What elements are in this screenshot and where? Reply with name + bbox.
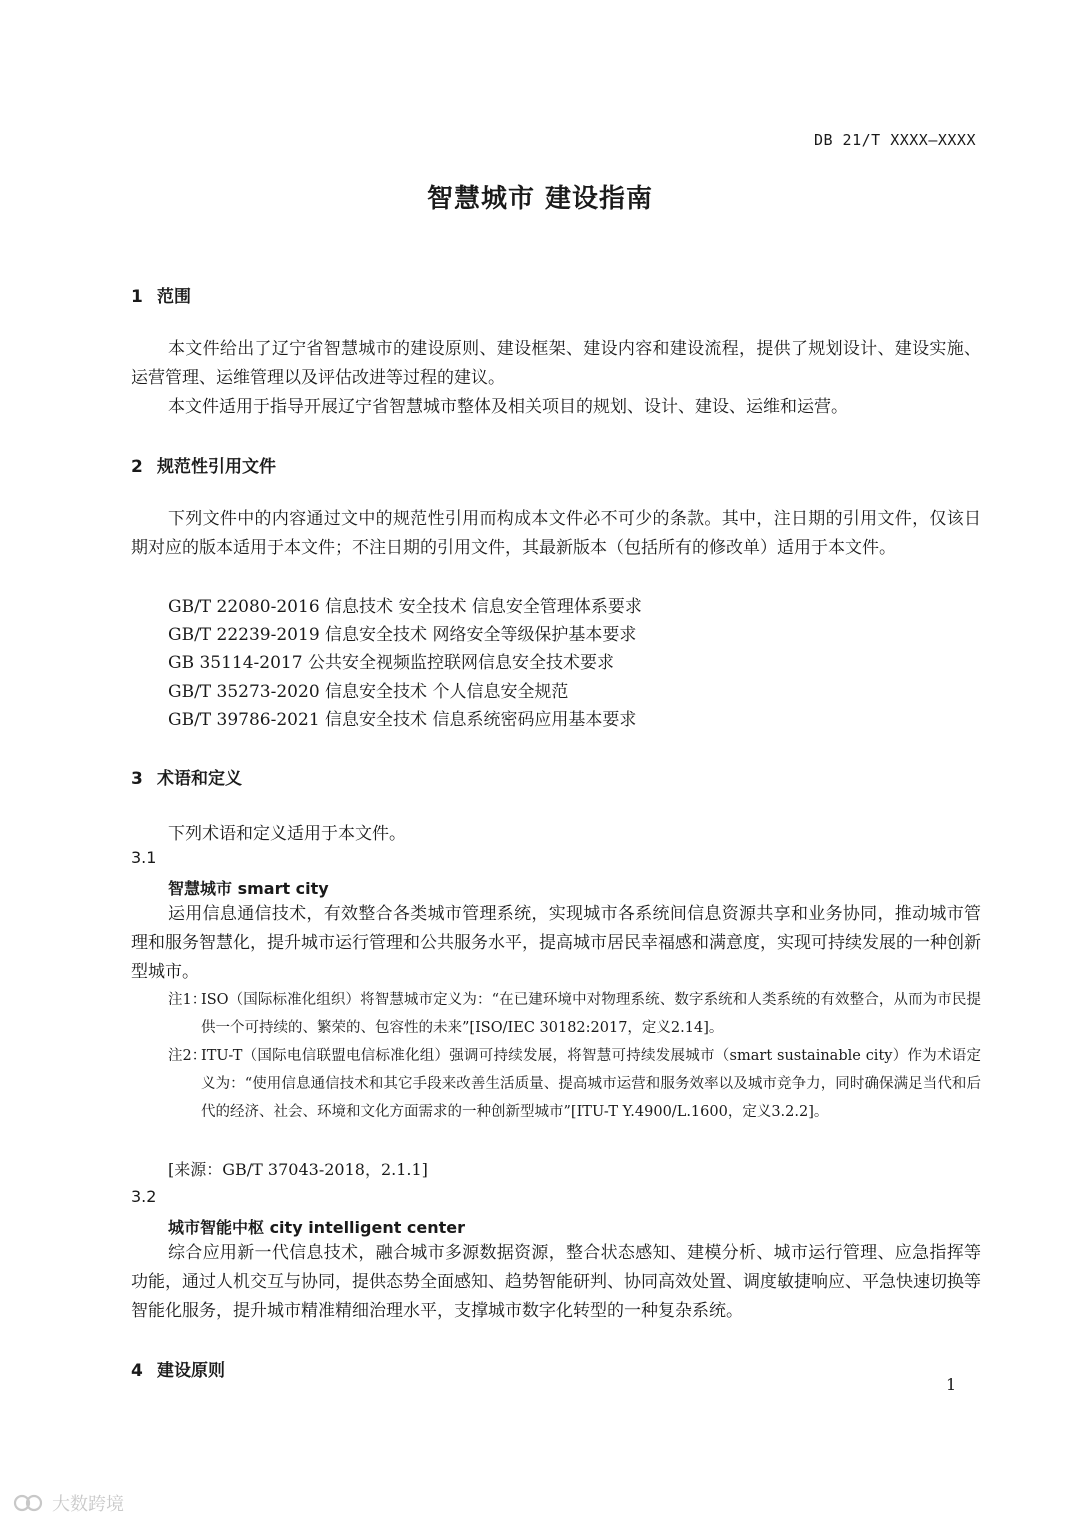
watermark-logo-icon <box>12 1492 46 1514</box>
note-1 <box>168 986 981 1042</box>
note-label: 注1： <box>168 992 207 1008</box>
reference-item: GB 35114-2017 公共安全视频监控联网信息安全技术要求 <box>168 653 614 673</box>
section-number: 1 <box>131 287 143 307</box>
references-intro: 下列文件中的内容通过文中的规范性引用而构成本文件必不可少的条款。其中，注日期的引用文件，仅该日期对应的版本适用于本文件；不注日期的引用文件，其最新版本（包括所有的修改单）适用于本文件。 <box>131 509 981 558</box>
reference-item: GB/T 35273-2020 信息安全技术 个人信息安全规范 <box>168 682 569 702</box>
section-title: 规范性引用文件 <box>157 457 276 477</box>
note-label: 注2： <box>168 1048 207 1064</box>
note-text: ISO（国际标准化组织）将智慧城市定义为：“在已建环境中对物理系统、数字系统和人类系统的有效整合，从而为市民提供一个可持续的、繁荣的、包容性的未来”[ISO/IEC 30182:2017，定义2.14]。 <box>201 992 981 1036</box>
section-number: 3 <box>131 769 143 789</box>
section-title: 范围 <box>157 287 191 307</box>
section-title: 术语和定义 <box>157 769 242 789</box>
document-code: DB 21/T XXXX—XXXX <box>813 131 976 149</box>
note-text: ITU-T（国际电信联盟电信标准化组）强调可持续发展，将智慧可持续发展城市（smart sustainable city）作为术语定义为：“使用信息通信技术和其它手段来改善生活质量、提高城市运营和服务效率以及城市竞争力，同时确保满足当代和后代的经济、社会、环境和文化方面需求的一种创新型城市”[ITU-T Y.4900/L.1600，定义3.2.2]。 <box>201 1048 981 1120</box>
term-definition: 综合应用新一代信息技术，融合城市多源数据资源，整合状态感知、建模分析、城市运行管理、应急指挥等功能，通过人机交互与协同，提供态势全面感知、趋势智能研判、协同高效处置、调度敏捷响应、平急快速切换等智能化服务，提升城市精准精细治理水平，支撑城市数字化转型的一种复杂系统。 <box>131 1243 981 1321</box>
term-name: 智慧城市 smart city <box>168 879 329 898</box>
term-source: [来源：GB/T 37043-2018，2.1.1] <box>168 1160 428 1179</box>
watermark-text: 大数跨境 <box>52 1494 124 1515</box>
section-number: 2 <box>131 457 143 477</box>
reference-item: GB/T 22080-2016 信息技术 安全技术 信息安全管理体系要求 <box>168 597 642 617</box>
term-definition: 运用信息通信技术，有效整合各类城市管理系统，实现城市各系统间信息资源共享和业务协同，推动城市管理和服务智慧化，提升城市运行管理和公共服务水平，提高城市居民幸福感和满意度，实现可持续发展的一种创新型城市。 <box>131 904 981 982</box>
term-name: 城市智能中枢 city intelligent center <box>168 1218 466 1237</box>
section-4-heading <box>131 1356 225 1381</box>
reference-item: GB/T 39786-2021 信息安全技术 信息系统密码应用基本要求 <box>168 710 637 730</box>
document-title: 智慧城市 建设指南 <box>426 184 654 214</box>
watermark <box>12 1490 124 1516</box>
section-2-heading <box>131 452 276 477</box>
terms-intro: 下列术语和定义适用于本文件。 <box>168 824 406 844</box>
term-number: 3.1 <box>131 848 157 867</box>
section-3-heading <box>131 764 242 789</box>
page-number: 1 <box>946 1375 957 1394</box>
term-number: 3.2 <box>131 1187 157 1206</box>
scope-paragraph-2: 本文件适用于指导开展辽宁省智慧城市整体及相关项目的规划、设计、建设、运维和运营。 <box>168 397 848 417</box>
reference-item: GB/T 22239-2019 信息安全技术 网络安全等级保护基本要求 <box>168 625 637 645</box>
section-title: 建设原则 <box>157 1361 225 1381</box>
section-number: 4 <box>131 1361 143 1381</box>
note-2 <box>168 1042 981 1126</box>
section-1-heading <box>131 282 191 307</box>
scope-paragraph-1: 本文件给出了辽宁省智慧城市的建设原则、建设框架、建设内容和建设流程，提供了规划设计、建设实施、运营管理、运维管理以及评估改进等过程的建议。 <box>131 339 981 388</box>
